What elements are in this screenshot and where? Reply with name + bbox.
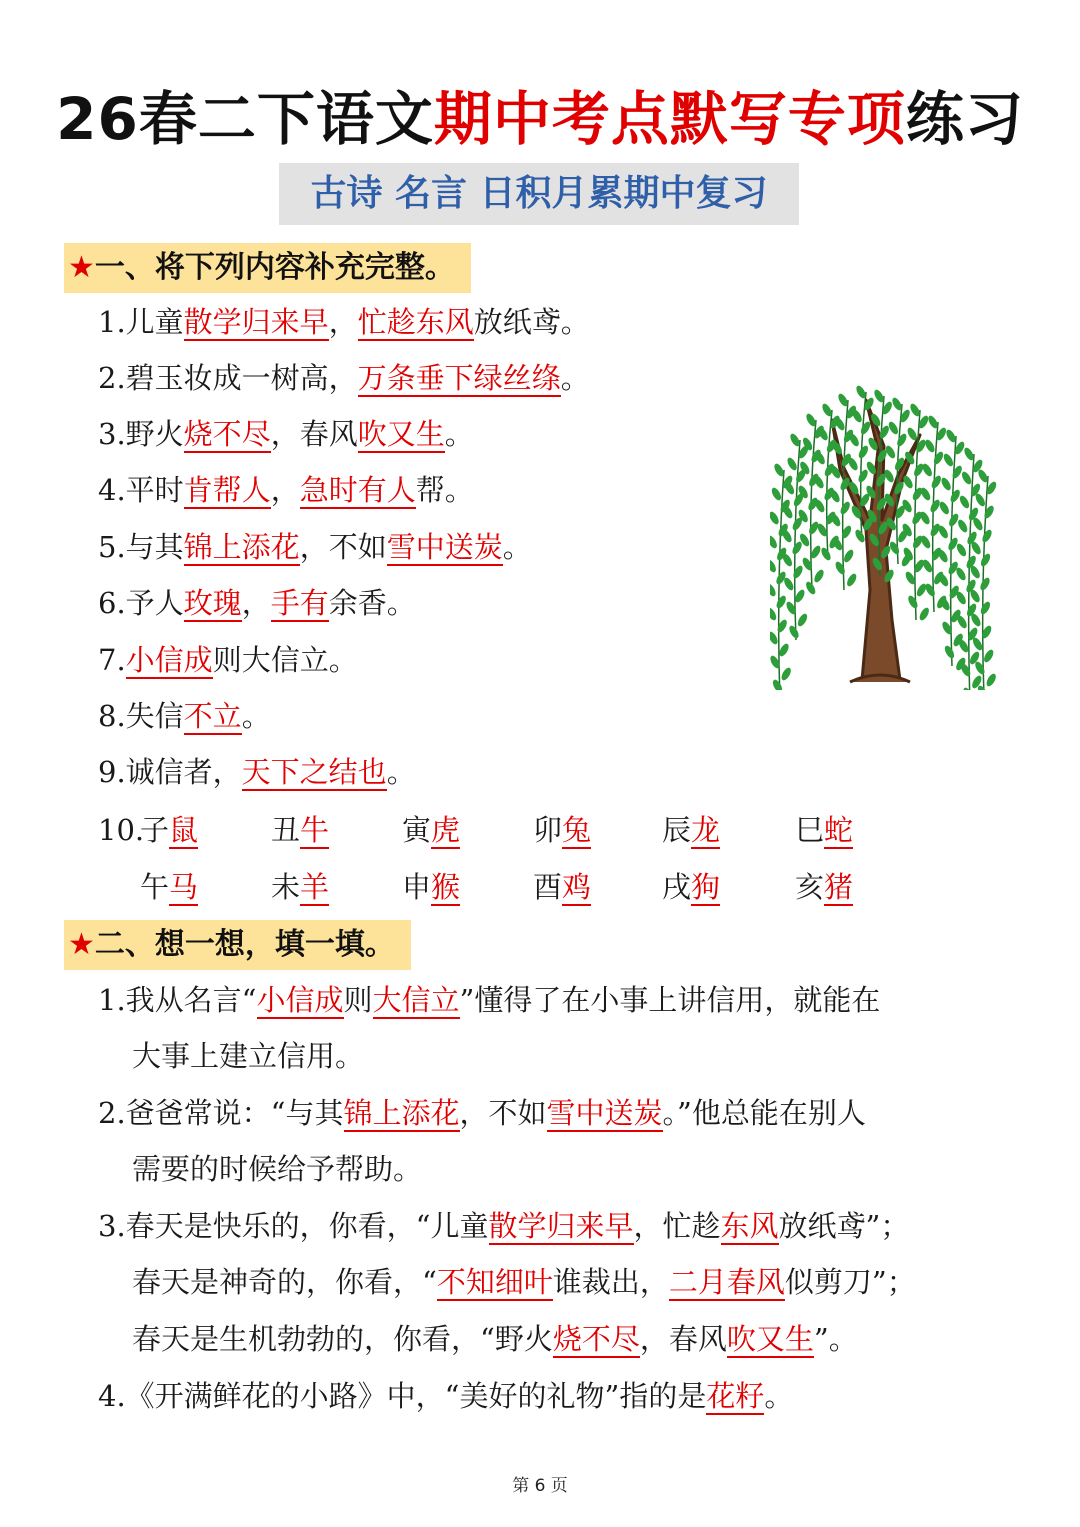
question-3-line-3 bbox=[132, 1319, 858, 1359]
item-text: 3.野火 bbox=[98, 417, 184, 451]
zodiac-pair bbox=[140, 810, 198, 850]
answer: 急时有人 bbox=[299, 473, 416, 507]
willow-leaf bbox=[770, 582, 778, 598]
section1-heading-text: 一、将下列内容补充完整。 bbox=[94, 250, 455, 285]
willow-leaf bbox=[906, 594, 919, 610]
answer: 忙趁东风 bbox=[357, 305, 474, 339]
item-text: 余香。 bbox=[328, 586, 416, 620]
willow-leaf bbox=[796, 612, 809, 628]
willow-leaf bbox=[770, 510, 781, 526]
willow-leaf bbox=[930, 474, 943, 490]
item-text: 。 bbox=[560, 361, 590, 395]
zodiac-pair bbox=[140, 867, 198, 907]
item-text: 。 bbox=[502, 530, 532, 564]
question-1-line-2: 大事上建立信用。 bbox=[132, 1039, 365, 1073]
willow-leaf bbox=[776, 618, 789, 634]
item-number: 10. bbox=[98, 813, 145, 847]
answer: 羊 bbox=[300, 870, 330, 904]
question-1-line-1 bbox=[98, 980, 880, 1020]
willow-leaf bbox=[839, 500, 852, 516]
willow-leaf bbox=[812, 568, 825, 584]
title-suffix: 练习 bbox=[905, 85, 1024, 153]
answer: 万条垂下绿丝绦 bbox=[357, 361, 561, 395]
answer: 不知细叶 bbox=[436, 1265, 553, 1299]
willow-leaf bbox=[979, 552, 992, 568]
item-text: 。 bbox=[386, 755, 416, 789]
fill-item-2 bbox=[98, 358, 590, 398]
fill-item-9 bbox=[98, 752, 416, 792]
zodiac-pair bbox=[795, 867, 853, 907]
item-text: ， bbox=[241, 586, 271, 620]
section2-heading bbox=[64, 920, 411, 970]
zodiac-pair bbox=[402, 810, 460, 850]
star-icon: ★ bbox=[68, 250, 95, 285]
answer: 天下之结也 bbox=[241, 755, 387, 789]
willow-strand bbox=[827, 410, 832, 560]
answer: 蛇 bbox=[824, 813, 854, 847]
answer: 小信成 bbox=[125, 643, 213, 677]
item-text: 帮。 bbox=[415, 473, 474, 507]
willow-leaf bbox=[895, 432, 908, 448]
answer: 手有 bbox=[270, 586, 329, 620]
zodiac-pair bbox=[271, 867, 329, 907]
branch: 巳 bbox=[795, 813, 825, 847]
branch: 卯 bbox=[533, 813, 563, 847]
q-text: 谁裁出， bbox=[552, 1265, 669, 1299]
willow-leaf bbox=[955, 542, 968, 558]
answer: 烧不尽 bbox=[183, 417, 271, 451]
willow-leaf bbox=[956, 518, 969, 534]
answer: 狗 bbox=[691, 870, 721, 904]
question-2-line-2: 需要的时候给予帮助。 bbox=[132, 1152, 423, 1186]
zodiac-pair bbox=[662, 867, 720, 907]
answer: 烧不尽 bbox=[552, 1322, 640, 1356]
q-text: 似剪刀”； bbox=[784, 1265, 916, 1299]
willow-leaf bbox=[819, 546, 832, 562]
fill-item-7 bbox=[98, 640, 358, 680]
fill-item-6 bbox=[98, 583, 416, 623]
willow-leaf bbox=[780, 666, 793, 682]
answer: 猪 bbox=[824, 870, 854, 904]
branch: 未 bbox=[271, 870, 301, 904]
branch: 申 bbox=[402, 870, 432, 904]
branch: 午 bbox=[140, 870, 170, 904]
branch: 子 bbox=[140, 813, 170, 847]
q-text: ，忙趁 bbox=[633, 1209, 721, 1243]
answer: 雪中送炭 bbox=[386, 530, 503, 564]
question-3-line-2 bbox=[132, 1262, 916, 1302]
willow-leaf bbox=[775, 594, 788, 610]
willow-leaf bbox=[949, 488, 962, 504]
q-text: ，不如 bbox=[459, 1096, 547, 1130]
answer: 鼠 bbox=[169, 813, 199, 847]
zodiac-pair bbox=[795, 810, 853, 850]
willow-leaf bbox=[942, 452, 955, 468]
item-text: ， bbox=[270, 473, 300, 507]
answer: 马 bbox=[169, 870, 199, 904]
willow-leaf bbox=[770, 606, 778, 622]
subtitle-banner: 古诗 名言 日积月累期中复习 bbox=[279, 163, 799, 225]
item-text: 。 bbox=[241, 699, 271, 733]
answer: 二月春风 bbox=[668, 1265, 785, 1299]
willow-leaf bbox=[842, 548, 855, 564]
answer: 散学归来早 bbox=[183, 305, 329, 339]
q-text: 2.爸爸常说：“与其 bbox=[98, 1096, 344, 1130]
willow-leaf bbox=[932, 450, 945, 466]
zodiac-pair bbox=[402, 867, 460, 907]
willow-leaf bbox=[787, 624, 800, 640]
answer: 锦上添花 bbox=[183, 530, 300, 564]
willow-leaf bbox=[978, 576, 991, 592]
q-text: 4.《开满鲜花的小路》中，“美好的礼物”指的是 bbox=[98, 1379, 707, 1413]
q-text: 1.我从名言“ bbox=[98, 983, 257, 1017]
item-text: 。 bbox=[444, 417, 474, 451]
item-text: 6.予人 bbox=[98, 586, 184, 620]
q-text: ”懂得了在小事上讲信用，就能在 bbox=[459, 983, 881, 1017]
q-text: 放纸鸢”； bbox=[778, 1209, 910, 1243]
item-text: ，春风 bbox=[270, 417, 358, 451]
answer: 雪中送炭 bbox=[546, 1096, 663, 1130]
question-4 bbox=[98, 1376, 793, 1416]
page-number: 第 6 页 bbox=[512, 1476, 568, 1496]
answer: 小信成 bbox=[256, 983, 344, 1017]
item-text: 2.碧玉妆成一树高， bbox=[98, 361, 358, 395]
willow-leaf bbox=[845, 572, 858, 588]
willow-leaf bbox=[983, 504, 996, 520]
fill-item-5 bbox=[98, 527, 532, 567]
willow-leaf bbox=[786, 456, 799, 472]
willow-leaf bbox=[791, 540, 804, 556]
willow-leaf bbox=[918, 606, 931, 622]
willow-leaf bbox=[947, 512, 960, 528]
answer: 吹又生 bbox=[726, 1322, 814, 1356]
q-text: 春天是生机勃勃的，你看，“野火 bbox=[132, 1322, 553, 1356]
zodiac-pair bbox=[533, 867, 591, 907]
q-text: 春天是神奇的，你看，“ bbox=[132, 1265, 437, 1299]
willow-leaf bbox=[951, 464, 964, 480]
willow-leaf bbox=[985, 672, 998, 688]
willow-leaf bbox=[771, 678, 784, 690]
answer: 猴 bbox=[431, 870, 461, 904]
willow-leaf bbox=[958, 494, 971, 510]
willow-leaf bbox=[982, 648, 995, 664]
question-2-line-1 bbox=[98, 1093, 866, 1133]
branch: 亥 bbox=[795, 870, 825, 904]
fill-item-3 bbox=[98, 414, 474, 454]
page-title bbox=[0, 72, 1080, 156]
answer: 肯帮人 bbox=[183, 473, 271, 507]
question-3-line-1 bbox=[98, 1206, 909, 1246]
answer: 东风 bbox=[720, 1209, 779, 1243]
answer: 不立 bbox=[183, 699, 242, 733]
willow-leaf bbox=[979, 600, 992, 616]
item-text: 5.与其 bbox=[98, 530, 184, 564]
willow-leaf bbox=[804, 580, 817, 596]
answer: 玫瑰 bbox=[183, 586, 242, 620]
answer: 牛 bbox=[300, 813, 330, 847]
answer: 吹又生 bbox=[357, 417, 445, 451]
title-prefix: 26春二下语文 bbox=[56, 85, 434, 153]
q-text: 。”他总能在别人 bbox=[662, 1096, 866, 1130]
q-text: 。 bbox=[764, 1379, 794, 1413]
willow-leaf bbox=[923, 438, 936, 454]
item-text: 7. bbox=[98, 643, 126, 677]
branch: 寅 bbox=[402, 813, 432, 847]
branch: 酉 bbox=[533, 870, 563, 904]
item-text: 4.平时 bbox=[98, 473, 184, 507]
willow-leaf bbox=[770, 534, 779, 550]
q-text: ，春风 bbox=[639, 1322, 727, 1356]
fill-item-4 bbox=[98, 470, 474, 510]
answer: 大信立 bbox=[372, 983, 460, 1017]
section1-heading bbox=[64, 243, 471, 293]
zodiac-pair bbox=[662, 810, 720, 850]
q-text: ”。 bbox=[813, 1322, 858, 1356]
answer: 锦上添花 bbox=[343, 1096, 460, 1130]
willow-leaf bbox=[929, 498, 942, 514]
zodiac-pair bbox=[271, 810, 329, 850]
willow-leaf bbox=[791, 564, 804, 580]
answer: 散学归来早 bbox=[488, 1209, 634, 1243]
branch: 丑 bbox=[271, 813, 301, 847]
branch: 戌 bbox=[662, 870, 692, 904]
zodiac-pair bbox=[533, 810, 591, 850]
item-text: 放纸鸢。 bbox=[473, 305, 590, 339]
star-icon: ★ bbox=[68, 927, 95, 962]
answer: 花籽 bbox=[706, 1379, 765, 1413]
answer: 虎 bbox=[431, 813, 461, 847]
willow-leaf bbox=[960, 470, 973, 486]
fill-item-1 bbox=[98, 302, 590, 342]
willow-leaf bbox=[857, 468, 870, 484]
item-text: ，不如 bbox=[299, 530, 387, 564]
willow-leaf bbox=[980, 528, 993, 544]
willow-leaf bbox=[857, 444, 870, 460]
answer: 龙 bbox=[691, 813, 721, 847]
willow-leaf bbox=[834, 560, 847, 576]
willow-leaf bbox=[770, 486, 783, 502]
title-highlight: 期中考点默写专项 bbox=[433, 85, 906, 153]
willow-leaf bbox=[943, 644, 956, 660]
fill-item-10 bbox=[98, 810, 144, 850]
answer: 兔 bbox=[562, 813, 592, 847]
item-text: 9.诚信者， bbox=[98, 755, 242, 789]
item-text: ， bbox=[328, 305, 358, 339]
q-text: 3.春天是快乐的，你看，“儿童 bbox=[98, 1209, 489, 1243]
q-text: 则 bbox=[343, 983, 373, 1017]
willow-tree-illustration bbox=[770, 380, 1000, 690]
willow-leaf bbox=[940, 476, 953, 492]
item-text: 则大信立。 bbox=[212, 643, 358, 677]
willow-leaf bbox=[770, 558, 778, 574]
willow-leaf bbox=[915, 582, 928, 598]
answer: 鸡 bbox=[562, 870, 592, 904]
fill-item-8 bbox=[98, 696, 271, 736]
item-text: 1.儿童 bbox=[98, 305, 184, 339]
section2-heading-text: 二、想一想，填一填。 bbox=[94, 927, 395, 962]
willow-leaf bbox=[924, 582, 937, 598]
branch: 辰 bbox=[662, 813, 692, 847]
item-text: 8.失信 bbox=[98, 699, 184, 733]
